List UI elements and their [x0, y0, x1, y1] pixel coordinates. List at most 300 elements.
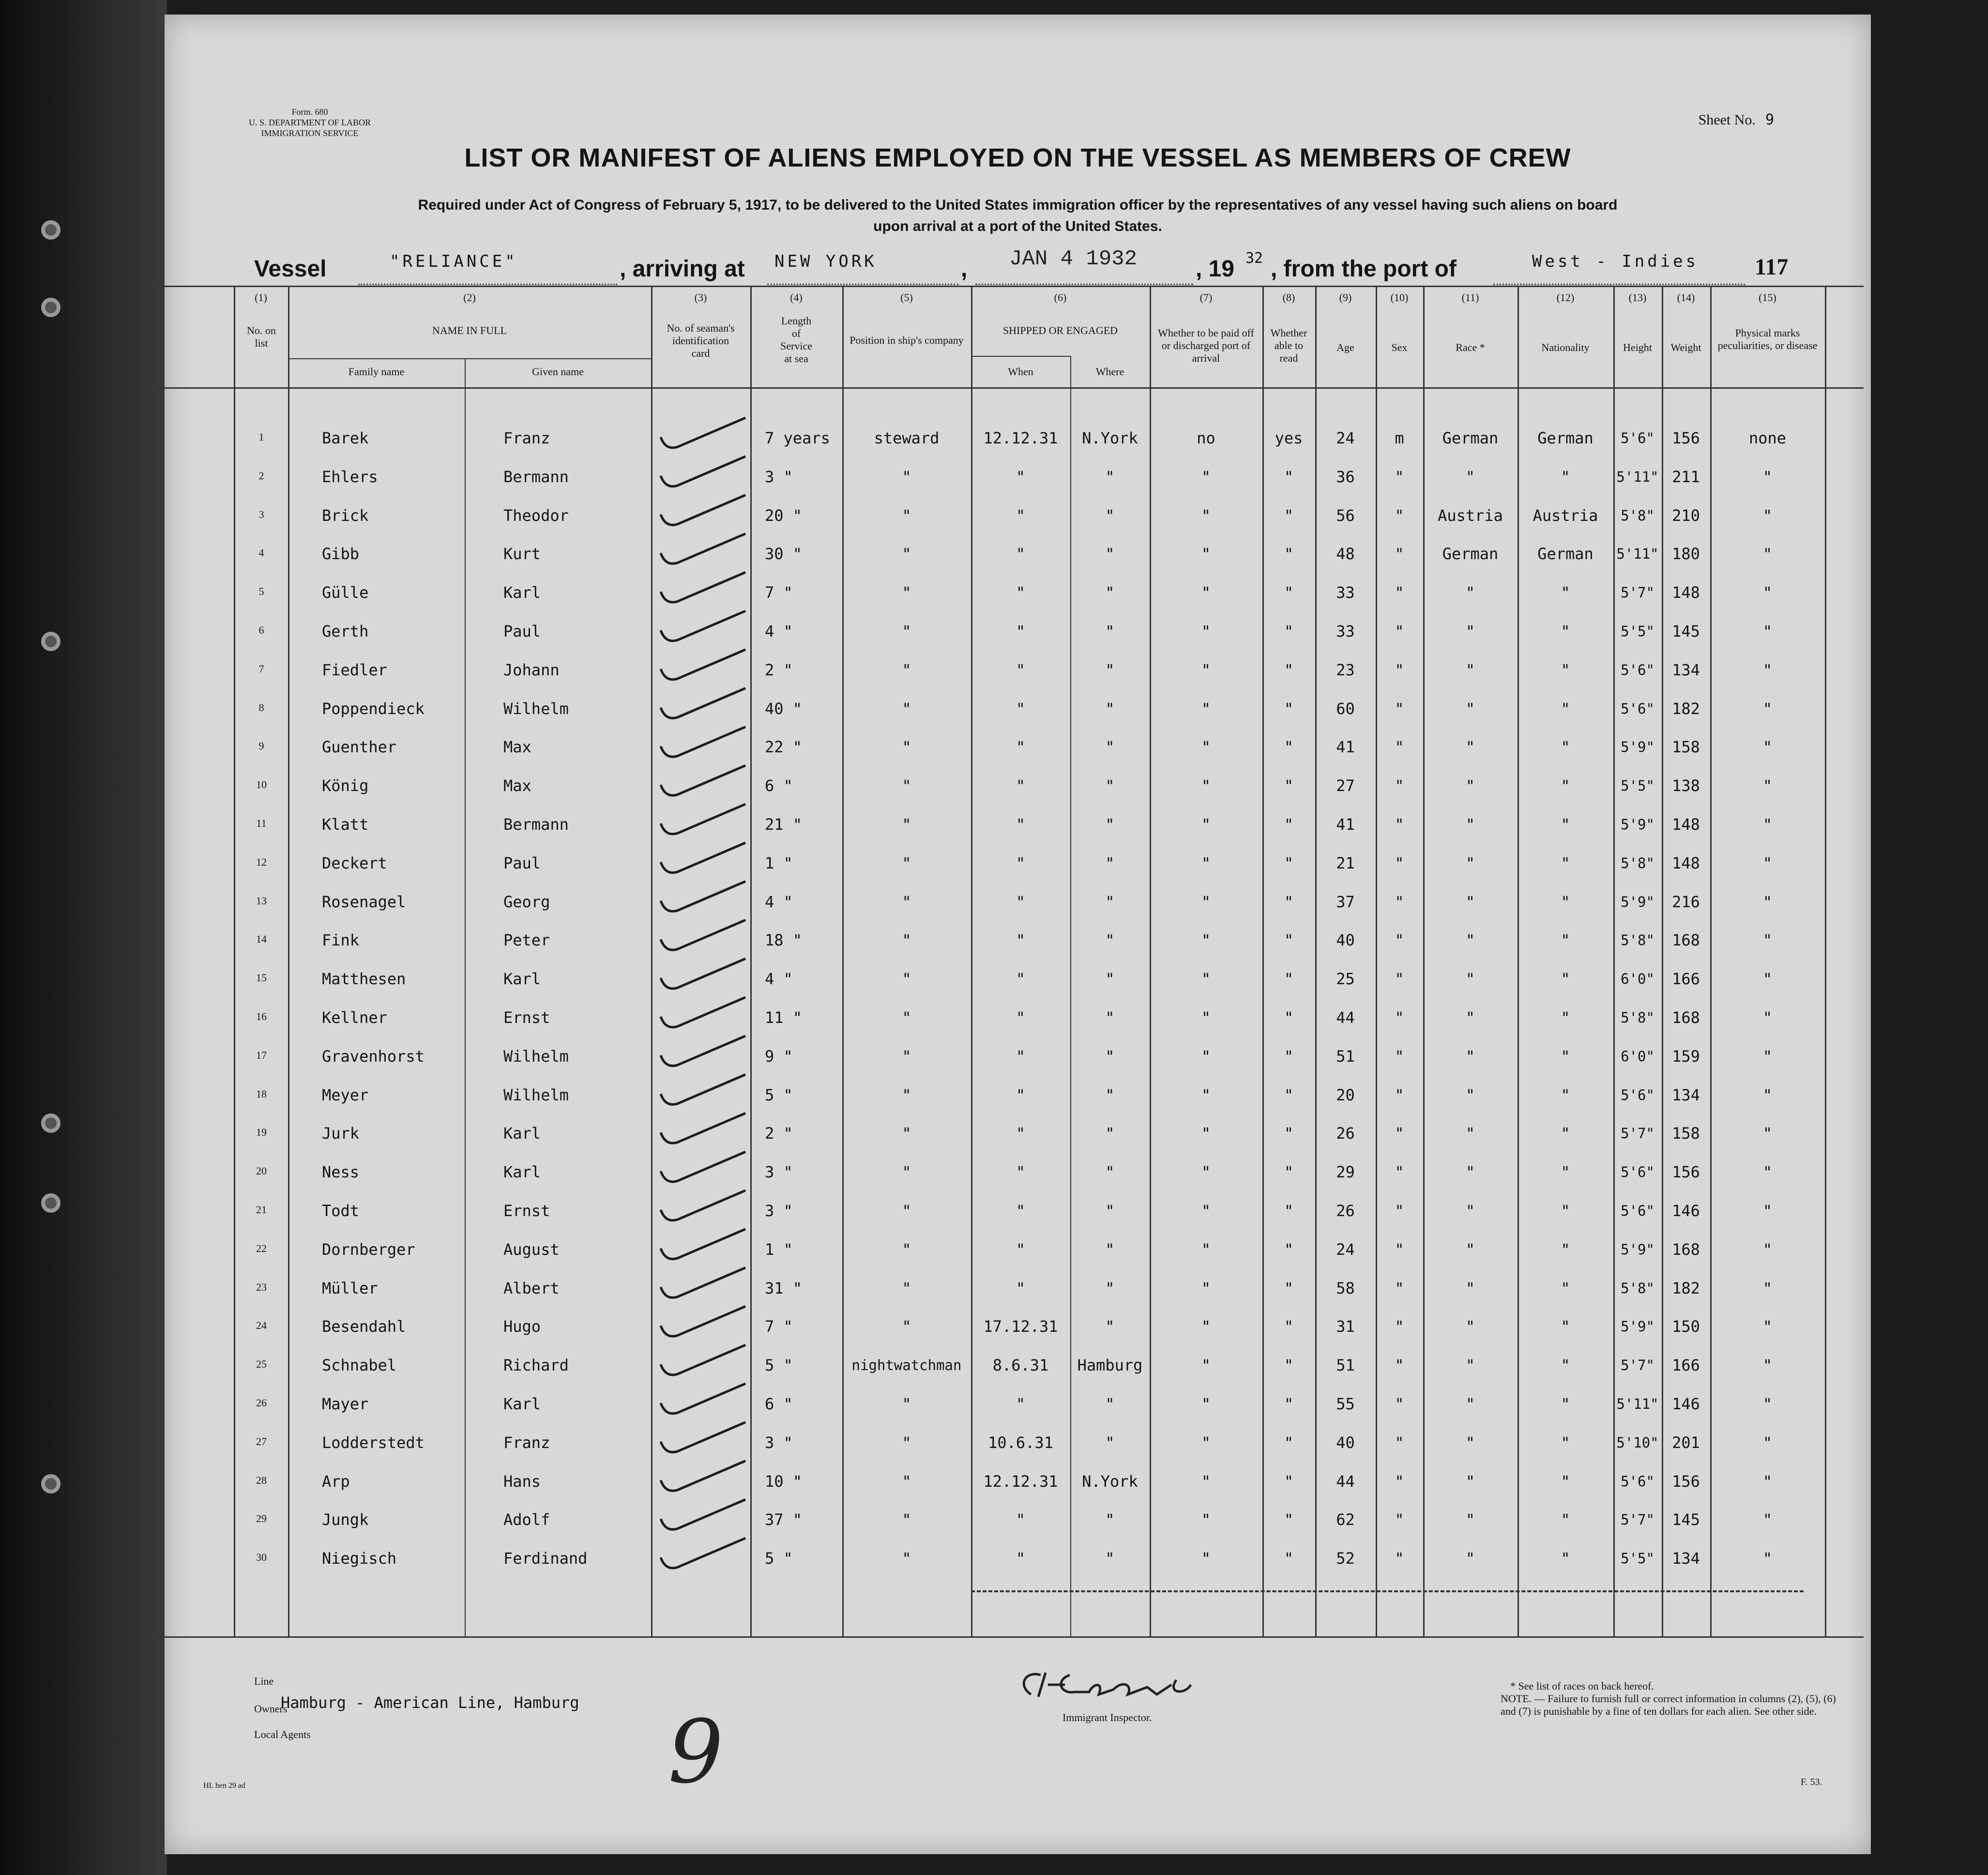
row-number: 21	[256, 1204, 267, 1216]
cell-position: "	[902, 660, 911, 679]
cell-age: 21	[1336, 854, 1355, 872]
cell-read: "	[1284, 545, 1294, 564]
cell-when: 8.6.31	[992, 1356, 1049, 1375]
cell-sex: "	[1395, 1085, 1404, 1104]
cell-read: "	[1284, 1202, 1294, 1220]
cell-marks: "	[1762, 1240, 1773, 1259]
col-head-when: When	[1008, 366, 1033, 378]
row-number: 13	[256, 894, 267, 907]
cell-marks: "	[1762, 1510, 1773, 1529]
cell-race: "	[1465, 815, 1475, 834]
cell-service: 10 "	[765, 1472, 803, 1491]
cell-paid: "	[1201, 931, 1211, 950]
cell-sex: "	[1395, 1510, 1404, 1529]
cell-paid: "	[1201, 622, 1211, 640]
cell-age: 20	[1336, 1085, 1355, 1104]
cell-sex: "	[1395, 1047, 1404, 1066]
punch-hole	[41, 298, 61, 317]
penalty-note: NOTE. — Failure to furnish full or correct information in columns (2), (5), (6) and (7) is punishable by a fine of ten dollars for each alien. See other side.	[1501, 1692, 1836, 1717]
col-num-11: (11)	[1461, 291, 1479, 304]
cell-where: N.York	[1082, 429, 1138, 447]
cell-marks: "	[1762, 1395, 1773, 1413]
cell-race: "	[1465, 660, 1475, 679]
cell-nat: German	[1537, 545, 1593, 564]
cell-read: "	[1284, 1047, 1294, 1066]
col-head-race: Race *	[1456, 341, 1485, 353]
cell-age: 51	[1336, 1356, 1355, 1375]
cell-sex: "	[1395, 1279, 1404, 1297]
cell-paid: "	[1201, 1047, 1211, 1066]
cell-given: Karl	[503, 1124, 541, 1143]
cell-when: 12.12.31	[983, 1472, 1058, 1491]
cell-when: "	[1016, 545, 1026, 564]
row-number: 20	[256, 1165, 267, 1177]
cell-nat: "	[1561, 467, 1570, 486]
cell-sex: "	[1395, 583, 1404, 602]
cell-age: 23	[1336, 660, 1355, 679]
cell-where: "	[1105, 1317, 1115, 1336]
cell-family: Gerth	[322, 622, 369, 640]
col-head-shipped: SHIPPED OR ENGAGED	[1002, 324, 1118, 336]
row-number: 4	[258, 547, 264, 559]
cell-nat: "	[1561, 1317, 1570, 1336]
col-num-5: (5)	[900, 291, 913, 304]
cell-paid: "	[1201, 545, 1211, 564]
cell-position: "	[902, 506, 911, 525]
cell-family: Todt	[322, 1202, 360, 1220]
cell-given: August	[503, 1240, 560, 1259]
form-code: F. 53.	[1801, 1777, 1822, 1787]
cell-read: "	[1284, 1240, 1294, 1259]
cell-where: "	[1105, 854, 1115, 872]
row-number: 28	[256, 1474, 267, 1486]
cell-paid: "	[1201, 699, 1211, 718]
cell-age: 24	[1336, 1240, 1355, 1259]
col-head-service: Length of Service at sea	[780, 315, 812, 365]
cell-age: 60	[1336, 699, 1355, 718]
cell-weight: 158	[1672, 738, 1700, 757]
cell-given: Franz	[503, 429, 550, 447]
cell-weight: 166	[1672, 1356, 1700, 1375]
cell-paid: "	[1201, 1510, 1211, 1529]
cell-where: "	[1105, 467, 1115, 486]
cell-given: Paul	[503, 854, 541, 872]
cell-nat: "	[1561, 738, 1570, 757]
cell-age: 41	[1336, 738, 1355, 757]
cell-nat: "	[1561, 1433, 1570, 1452]
cell-read: "	[1284, 699, 1294, 718]
cell-when: "	[1016, 506, 1026, 525]
cell-marks: "	[1762, 1163, 1773, 1182]
cell-position: steward	[874, 429, 940, 447]
cell-family: Fiedler	[322, 660, 387, 679]
year-prefix: , 19	[1196, 256, 1235, 282]
cell-when: "	[1016, 970, 1026, 989]
cell-sex: "	[1395, 622, 1404, 640]
cell-marks: "	[1762, 815, 1773, 834]
cell-service: 4 "	[765, 892, 793, 911]
cell-weight: 159	[1672, 1047, 1700, 1066]
cell-height: 5'9"	[1621, 1241, 1654, 1258]
cell-when: "	[1016, 1549, 1026, 1568]
cell-race: "	[1465, 1472, 1475, 1491]
cell-where: "	[1105, 892, 1115, 911]
col-num-9: (9)	[1339, 291, 1352, 304]
row-number: 2	[258, 469, 264, 482]
cell-family: Dornberger	[322, 1240, 415, 1259]
cell-where: "	[1105, 815, 1115, 834]
cell-sex: "	[1395, 545, 1404, 564]
cell-weight: 168	[1672, 1240, 1700, 1259]
row-number: 22	[256, 1242, 267, 1254]
col-num-12: (12)	[1556, 291, 1575, 304]
cell-read: "	[1284, 467, 1294, 486]
cell-age: 56	[1336, 506, 1355, 525]
cell-read: "	[1284, 1279, 1294, 1297]
cell-where: "	[1105, 1240, 1115, 1259]
cell-when: "	[1016, 1047, 1026, 1066]
cell-service: 20 "	[765, 506, 803, 525]
cell-paid: "	[1201, 1472, 1211, 1491]
cell-position: "	[902, 1510, 911, 1529]
cell-given: Karl	[503, 1395, 541, 1413]
cell-marks: "	[1762, 660, 1773, 679]
cell-sex: m	[1395, 429, 1404, 447]
cell-service: 11 "	[765, 1008, 803, 1027]
arriving-label: , arriving at	[620, 256, 745, 282]
cell-nat: "	[1561, 892, 1570, 911]
cell-weight: 156	[1672, 1472, 1700, 1491]
cell-nat: "	[1561, 1395, 1570, 1413]
cell-height: 6'0"	[1621, 971, 1654, 988]
cell-marks: "	[1762, 1433, 1773, 1452]
cell-age: 41	[1336, 815, 1355, 834]
cell-height: 5'8"	[1621, 1280, 1654, 1296]
cell-height: 5'6"	[1621, 1473, 1654, 1490]
cell-weight: 145	[1672, 622, 1700, 640]
cell-race: "	[1465, 1356, 1475, 1375]
col-num-6: (6)	[1054, 291, 1067, 304]
cell-nat: "	[1561, 1279, 1570, 1297]
cell-given: Karl	[503, 970, 541, 989]
cell-sex: "	[1395, 931, 1404, 950]
cell-position: "	[902, 815, 911, 834]
cell-read: "	[1284, 1124, 1294, 1143]
cell-weight: 146	[1672, 1395, 1700, 1413]
cell-read: "	[1284, 1510, 1294, 1529]
col-head-height: Height	[1623, 341, 1652, 353]
cell-age: 25	[1336, 970, 1355, 989]
cell-height: 5'11"	[1616, 546, 1659, 563]
cell-read: "	[1284, 660, 1294, 679]
cell-marks: "	[1762, 1047, 1773, 1066]
col-head-id-card: No. of seaman's identification card	[667, 322, 735, 359]
cell-race: "	[1465, 1240, 1475, 1259]
row-number: 9	[258, 740, 264, 752]
cell-family: Kellner	[322, 1008, 387, 1027]
punch-hole	[41, 1113, 61, 1133]
cell-race: "	[1465, 1008, 1475, 1027]
cell-sex: "	[1395, 1163, 1404, 1182]
cell-position: "	[902, 1240, 911, 1259]
cell-family: Guenther	[322, 738, 397, 757]
cell-sex: "	[1395, 1356, 1404, 1375]
cell-sex: "	[1395, 892, 1404, 911]
cell-age: 55	[1336, 1395, 1355, 1413]
cell-paid: "	[1201, 1202, 1211, 1220]
cell-where: "	[1105, 1510, 1115, 1529]
cell-service: 5 "	[765, 1085, 793, 1104]
cell-given: Wilhelm	[503, 699, 569, 718]
service-name: IMMIGRATION SERVICE	[261, 128, 359, 138]
cell-weight: 156	[1672, 429, 1700, 447]
cell-age: 52	[1336, 1549, 1355, 1568]
cell-when: "	[1016, 854, 1026, 872]
row-number: 16	[256, 1010, 267, 1022]
cell-weight: 150	[1672, 1317, 1700, 1336]
cell-position: "	[902, 970, 911, 989]
cell-where: "	[1105, 1163, 1115, 1182]
cell-family: Fink	[322, 931, 360, 950]
cell-weight: 182	[1672, 699, 1700, 718]
year-suffix: 32	[1245, 250, 1263, 267]
cell-when: "	[1016, 815, 1026, 834]
cell-nat: "	[1561, 815, 1570, 834]
cell-nat: "	[1561, 777, 1570, 795]
cell-sex: "	[1395, 1472, 1404, 1491]
print-code: HL hen 29 ad	[203, 1782, 245, 1790]
cell-height: 5'6"	[1621, 661, 1654, 678]
cell-nat: "	[1561, 854, 1570, 872]
cell-nat: "	[1561, 1047, 1570, 1066]
department-name: U. S. DEPARTMENT OF LABOR	[249, 118, 371, 127]
cell-marks: "	[1762, 467, 1773, 486]
punch-hole	[41, 1193, 61, 1213]
cell-marks: none	[1748, 429, 1787, 447]
cell-height: 5'6"	[1621, 1164, 1654, 1181]
cell-paid: "	[1201, 660, 1211, 679]
cell-nat: "	[1561, 970, 1570, 989]
comma: ,	[961, 256, 968, 282]
cell-sex: "	[1395, 1008, 1404, 1027]
row-number: 17	[256, 1049, 267, 1061]
cell-age: 40	[1336, 931, 1355, 950]
cell-weight: 148	[1672, 815, 1700, 834]
cell-marks: "	[1762, 892, 1773, 911]
cell-service: 3 "	[765, 1163, 793, 1182]
cell-race: "	[1465, 1395, 1475, 1413]
cell-service: 3 "	[765, 1433, 793, 1452]
cell-race: "	[1465, 467, 1475, 486]
cell-family: Ness	[322, 1163, 360, 1182]
cell-where: "	[1105, 1279, 1115, 1297]
cell-height: 5'10"	[1616, 1434, 1659, 1451]
cell-read: "	[1284, 777, 1294, 795]
cell-given: Albert	[503, 1279, 560, 1297]
cell-race: "	[1465, 1510, 1475, 1529]
cell-given: Ferdinand	[503, 1549, 588, 1568]
cell-height: 5'9"	[1621, 816, 1654, 833]
cell-race: "	[1465, 1279, 1475, 1297]
cell-service: 3 "	[765, 467, 793, 486]
cell-family: Klatt	[322, 815, 369, 834]
cell-position: "	[902, 931, 911, 950]
cell-height: 5'5"	[1621, 623, 1654, 640]
col-num-10: (10)	[1390, 291, 1409, 304]
cell-height: 5'7"	[1621, 1357, 1654, 1374]
cell-race: "	[1465, 1085, 1475, 1104]
cell-weight: 216	[1672, 892, 1700, 911]
cell-service: 9 "	[765, 1047, 793, 1066]
cell-race: "	[1465, 1433, 1475, 1452]
col-head-name: NAME IN FULL	[432, 324, 507, 336]
cell-read: "	[1284, 815, 1294, 834]
cell-given: Karl	[503, 1163, 541, 1182]
cell-given: Wilhelm	[503, 1047, 569, 1066]
cell-position: "	[902, 1085, 911, 1104]
cell-weight: 180	[1672, 545, 1700, 564]
cell-nat: "	[1561, 1356, 1570, 1375]
cell-race: "	[1465, 1317, 1475, 1336]
cell-given: Richard	[503, 1356, 569, 1375]
col-head-where: Where	[1095, 366, 1124, 378]
cell-paid: "	[1201, 506, 1211, 525]
punch-hole	[41, 1474, 61, 1494]
cell-read: "	[1284, 970, 1294, 989]
cell-family: Gülle	[322, 583, 369, 602]
col-num-2: (2)	[463, 291, 476, 304]
cell-height: 5'6"	[1621, 430, 1654, 446]
footnote	[1501, 1680, 1849, 1718]
cell-weight: 146	[1672, 1202, 1700, 1220]
cell-height: 5'5"	[1621, 1550, 1654, 1567]
cell-position: "	[902, 622, 911, 640]
cell-service: 7 years	[765, 429, 830, 447]
cell-given: Max	[503, 777, 531, 795]
cell-age: 44	[1336, 1008, 1355, 1027]
cell-nat: "	[1561, 1124, 1570, 1143]
cell-position: "	[902, 1163, 911, 1182]
owners-label: Owners	[254, 1703, 288, 1715]
cell-family: Matthesen	[322, 970, 406, 989]
cell-sex: "	[1395, 660, 1404, 679]
cell-marks: "	[1762, 1085, 1773, 1104]
cell-service: 31 "	[765, 1279, 803, 1297]
cell-sex: "	[1395, 506, 1404, 525]
cell-height: 5'6"	[1621, 1086, 1654, 1103]
cell-race: "	[1465, 1202, 1475, 1220]
cell-position: "	[902, 1549, 911, 1568]
cell-race: German	[1442, 545, 1499, 564]
cell-when: 10.6.31	[988, 1433, 1053, 1452]
cell-paid: "	[1201, 1433, 1211, 1452]
cell-nat: "	[1561, 1472, 1570, 1491]
cell-paid: "	[1201, 1240, 1211, 1259]
cell-read: "	[1284, 892, 1294, 911]
vessel-name: "RELIANCE"	[390, 252, 518, 271]
cell-height: 6'0"	[1621, 1048, 1654, 1065]
cell-marks: "	[1762, 777, 1773, 795]
cell-paid: "	[1201, 583, 1211, 602]
cell-weight: 158	[1672, 1124, 1700, 1143]
cell-sex: "	[1395, 1549, 1404, 1568]
cell-marks: "	[1762, 622, 1773, 640]
cell-family: Gibb	[322, 545, 360, 564]
cell-where: "	[1105, 1395, 1115, 1413]
cell-when: "	[1016, 1240, 1026, 1259]
cell-when: "	[1016, 1008, 1026, 1027]
cell-race: "	[1465, 1124, 1475, 1143]
punch-hole	[41, 220, 61, 240]
cell-age: 36	[1336, 467, 1355, 486]
cell-family: Niegisch	[322, 1549, 397, 1568]
cell-weight: 211	[1672, 467, 1700, 486]
cell-marks: "	[1762, 1279, 1773, 1297]
cell-given: Adolf	[503, 1510, 550, 1529]
cell-paid: "	[1201, 1008, 1211, 1027]
cell-family: Besendahl	[322, 1317, 406, 1336]
cell-paid: "	[1201, 815, 1211, 834]
cell-weight: 168	[1672, 1008, 1700, 1027]
row-number: 26	[256, 1397, 267, 1409]
cell-paid: "	[1201, 777, 1211, 795]
cell-family: Jurk	[322, 1124, 360, 1143]
cell-race: "	[1465, 777, 1475, 795]
col-head-age: Age	[1336, 341, 1354, 353]
cell-age: 62	[1336, 1510, 1355, 1529]
cell-read: "	[1284, 1356, 1294, 1375]
cell-when: "	[1016, 738, 1026, 757]
cell-weight: 148	[1672, 583, 1700, 602]
cell-age: 58	[1336, 1279, 1355, 1297]
cell-weight: 148	[1672, 854, 1700, 872]
cell-race: "	[1465, 1047, 1475, 1066]
cell-paid: "	[1201, 1279, 1211, 1297]
cell-weight: 168	[1672, 931, 1700, 950]
cell-service: 5 "	[765, 1356, 793, 1375]
cell-service: 21 "	[765, 815, 803, 834]
cell-given: Kurt	[503, 545, 541, 564]
row-number: 29	[256, 1512, 267, 1525]
cell-when: "	[1016, 699, 1026, 718]
cell-marks: "	[1762, 1124, 1773, 1143]
cell-marks: "	[1762, 506, 1773, 525]
cell-weight: 201	[1672, 1433, 1700, 1452]
row-number: 24	[256, 1319, 267, 1332]
cell-read: "	[1284, 854, 1294, 872]
cell-when: "	[1016, 1163, 1026, 1182]
cell-service: 1 "	[765, 854, 793, 872]
cell-race: Austria	[1438, 506, 1503, 525]
cell-marks: "	[1762, 970, 1773, 989]
cell-sex: "	[1395, 1395, 1404, 1413]
cell-service: 22 "	[765, 738, 803, 757]
cell-race: "	[1465, 583, 1475, 602]
cell-given: Bermann	[503, 815, 569, 834]
cell-age: 24	[1336, 429, 1355, 447]
row-number: 14	[256, 933, 267, 945]
cell-height: 5'11"	[1616, 468, 1659, 485]
cell-where: "	[1105, 660, 1115, 679]
cell-family: Ehlers	[322, 467, 378, 486]
cell-position: nightwatchman	[851, 1357, 962, 1374]
cell-paid: "	[1201, 738, 1211, 757]
cell-sex: "	[1395, 777, 1404, 795]
cell-read: yes	[1275, 429, 1303, 447]
cell-family: Deckert	[322, 854, 387, 872]
cell-age: 26	[1336, 1124, 1355, 1143]
cell-race: "	[1465, 1549, 1475, 1568]
